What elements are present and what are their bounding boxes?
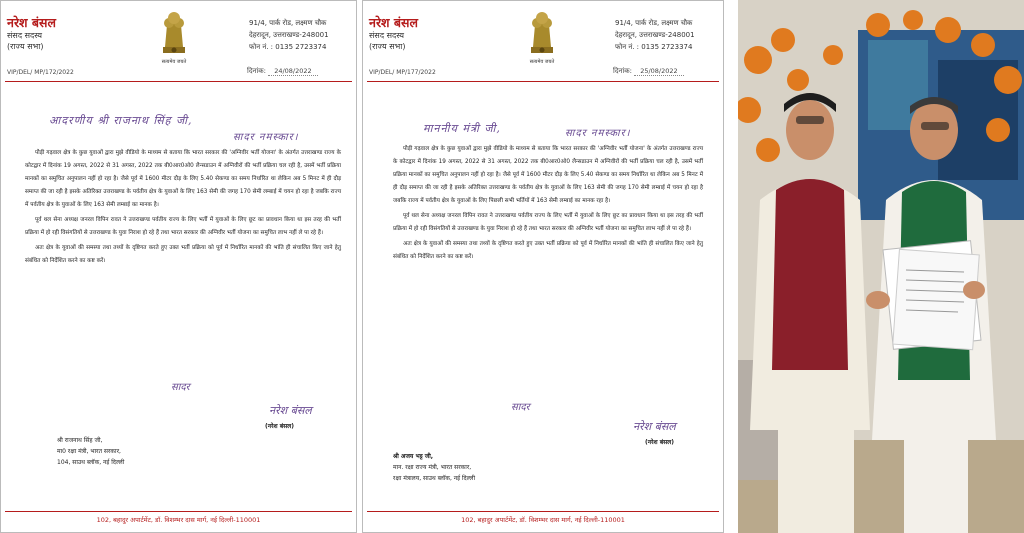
letter-ajay-bhatt (362, 0, 724, 533)
date-value: 25/08/2022 (634, 67, 683, 76)
date-value: 24/08/2022 (268, 67, 317, 76)
reference-number: VIP/DEL/ MP/177/2022 (369, 69, 436, 76)
date-label: दिनांक: (613, 67, 632, 75)
date-label: दिनांक: (247, 67, 266, 75)
recipient-line: मान. रक्षा राज्य मंत्री, भारत सरकार, (393, 464, 472, 471)
recipient-block (393, 451, 475, 484)
recipient-name: श्री राजनाथ सिंह जी, (57, 437, 103, 444)
recipient-line: रक्षा मंत्रालय, साउथ ब्लॉक, नई दिल्ली (393, 475, 476, 482)
handwritten-closing: सादर (511, 402, 530, 413)
letter-footer: 102, बहादुर अपार्टमेंट, डॉ. विशम्भर दास मार्ग, नई दिल्ली-110001 (96, 516, 261, 524)
signature: नरेश बंसल (633, 420, 676, 433)
national-emblem-icon (527, 7, 557, 61)
handwritten-closing: सादर (171, 382, 190, 393)
address-line: देहरादून, उत्तराखण्ड-248001 (615, 31, 695, 39)
sender-title: संसद सदस्य (369, 31, 405, 40)
handwritten-salutation: आदरणीय श्री राजनाथ सिंह जी, (49, 114, 193, 127)
sender-title: संसद सदस्य (7, 31, 43, 40)
sender-block (7, 15, 56, 52)
sender-house: (राज्य सभा) (369, 42, 406, 51)
signatory-name: (नरेश बंसल) (645, 439, 674, 446)
paragraph: पूर्व थल सेना अध्यक्ष जनरल विपिन रावत ने उत्तराखण्ड पर्वतीय राज्य के लिए भर्ती में युवाओं के लिए छूट का प्रावधान किया था इस तरह की भर्ती प्रक्रिया में हो रही विसंगतियों से उत्तराखण्ड के युवा निराश हो रहे हैं तथा भारत सरकार की अग्निवीर भर्ती योजना का समुचित लाभ नहीं ले पा रहे हैं। (25, 217, 341, 236)
divider (367, 81, 719, 82)
paragraph: अतः क्षेत्र के युवाओं की समस्या तथा तथ्यों के दृष्टिगत करते हुए उक्त भर्ती प्रक्रिया को पूर्व में निर्धारित मानकों की भांति ही संचालित किए जाने हेतु संबंधित को निर्देशित करने का कष्ट करें। (25, 245, 341, 264)
recipient-name: श्री अजय भट्ट जी, (393, 453, 434, 460)
sender-name: नरेश बंसल (7, 15, 56, 30)
recipient-line: मा0 रक्षा मंत्री, भारत सरकार, (57, 448, 121, 455)
sender-house: (राज्य सभा) (7, 42, 44, 51)
handwritten-salutation: माननीय मंत्री जी, (423, 122, 501, 135)
paragraph: पौड़ी गढ़वाल क्षेत्र के कुछ युवाओं द्वारा मुझे वीडियो के माध्यम से बताया कि भारत सरकार की 'अग्निवीर भर्ती योजना' के अंतर्गत उत्तराखण्ड राज्य के कोटद्वार में दिनांक 19 अगस्त, 2022 से 31 अगस्त, 2022 तक बी0आर0ओ0 लैन्सडाउन में अग्निवीरों की भर्ती प्रक्रिया चल रही है, उसमें भर्ती प्रक्रिया मानकों का समुचित अनुपालन नहीं हो रहा है। जैसे पूर्व में 1600 मीटर दौड़ के लिए 5.40 सेकण्ड का समय निर्धारित था लेकिन अब 5 मिनट में ही दौड़ समाप्त की जा रही है इसके अतिरिक्त उत्तराखण्ड के पर्वतीय क्षेत्र के युवाओं के लिए 163 सेमी की जगह 170 सेमी लम्बाई में चयन हो रहा है जबकि राज्य में पर्वतीय क्षेत्र के युवाओं के लिए पिछली सभी भर्तियों में 163 सेमी लम्बाई का मानक रहा है। (393, 146, 703, 204)
address-block (615, 17, 695, 53)
paragraph: अतः क्षेत्र के युवाओं की समस्या तथा तथ्यों के दृष्टिगत करते हुए उक्त भर्ती प्रक्रिया को पूर्व में निर्धारित मानकों की भांति ही संचालित किए जाने हेतु संबंधित को निर्देशित करने का कष्ट करें। (393, 241, 703, 260)
national-emblem-icon (159, 7, 189, 61)
reference-number: VIP/DEL/ MP/172/2022 (7, 69, 74, 76)
date-line (613, 67, 684, 76)
emblem-caption: सत्यमेव जयते (529, 59, 555, 65)
sender-name: नरेश बंसल (369, 15, 418, 30)
paragraph: पूर्व थल सेना अध्यक्ष जनरल विपिन रावत ने उत्तराखण्ड पर्वतीय राज्य के लिए भर्ती में युवाओं के लिए छूट का प्रावधान किया था इस तरह की भर्ती प्रक्रिया में हो रही विसंगतियों से उत्तराखण्ड के युवा निराश हो रहे हैं तथा भारत सरकार की अग्निवीर भर्ती योजना का समुचित लाभ नहीं ले पा रहे हैं। (393, 213, 703, 232)
divider (367, 511, 719, 512)
address-block (249, 17, 329, 53)
letter-rajnath-singh (0, 0, 357, 533)
signatory-name: (नरेश बंसल) (265, 423, 294, 430)
address-line: 91/4, पार्क रोड, लक्ष्मण चौक (615, 19, 693, 27)
divider (5, 81, 352, 82)
divider (5, 511, 352, 512)
paragraph: पौड़ी गढ़वाल क्षेत्र के कुछ युवाओं द्वारा मुझे वीडियो के माध्यम से बताया कि भारत सरकार की 'अग्निवीर भर्ती योजना' के अंतर्गत उत्तराखण्ड राज्य के कोटद्वार में दिनांक 19 अगस्त, 2022 से 31 अगस्त, 2022 तक बी0आर0ओ0 लैन्सडाउन में अग्निवीरों की भर्ती प्रक्रिया चल रही है, उसमें भर्ती प्रक्रिया मानकों का समुचित अनुपालन नहीं हो रहा है। जैसे पूर्व में 1600 मीटर दौड़ के लिए 5.40 सेकण्ड का समय निर्धारित था लेकिन अब 5 मिनट में ही दौड़ समाप्त की जा रही है इसके अतिरिक्त उत्तराखण्ड के पर्वतीय क्षेत्र के युवाओं के लिए 163 सेमी की जगह 170 सेमी लम्बाई में चयन हो रहा है जबकि राज्य में पर्वतीय क्षेत्र के युवाओं के लिए 163 सेमी लम्बाई का मानक है। (25, 150, 341, 208)
sender-block (369, 15, 418, 52)
handwritten-greeting: सादर नमस्कार। (233, 132, 299, 143)
handwritten-greeting: सादर नमस्कार। (565, 128, 631, 139)
recipient-block (57, 435, 124, 468)
date-line (247, 67, 318, 76)
photo-illustration (738, 0, 1024, 533)
letter-body (25, 147, 341, 270)
letter-footer: 102, बहादुर अपार्टमेंट, डॉ. विशम्भर दास मार्ग, नई दिल्ली-110001 (461, 516, 625, 524)
address-line: 91/4, पार्क रोड, लक्ष्मण चौक (249, 19, 327, 27)
recipient-line: 104, साउथ ब्लॉक, नई दिल्ली (57, 459, 125, 466)
address-line: देहरादून, उत्तराखण्ड-248001 (249, 31, 329, 39)
phone-line: फोन नं. : 0135 2723374 (249, 43, 327, 51)
emblem-caption: सत्यमेव जयते (161, 59, 187, 65)
phone-line: फोन नं. : 0135 2723374 (615, 43, 693, 51)
signature: नरेश बंसल (269, 404, 312, 417)
letter-body (393, 143, 703, 266)
photo-letter-handover (738, 0, 1024, 533)
